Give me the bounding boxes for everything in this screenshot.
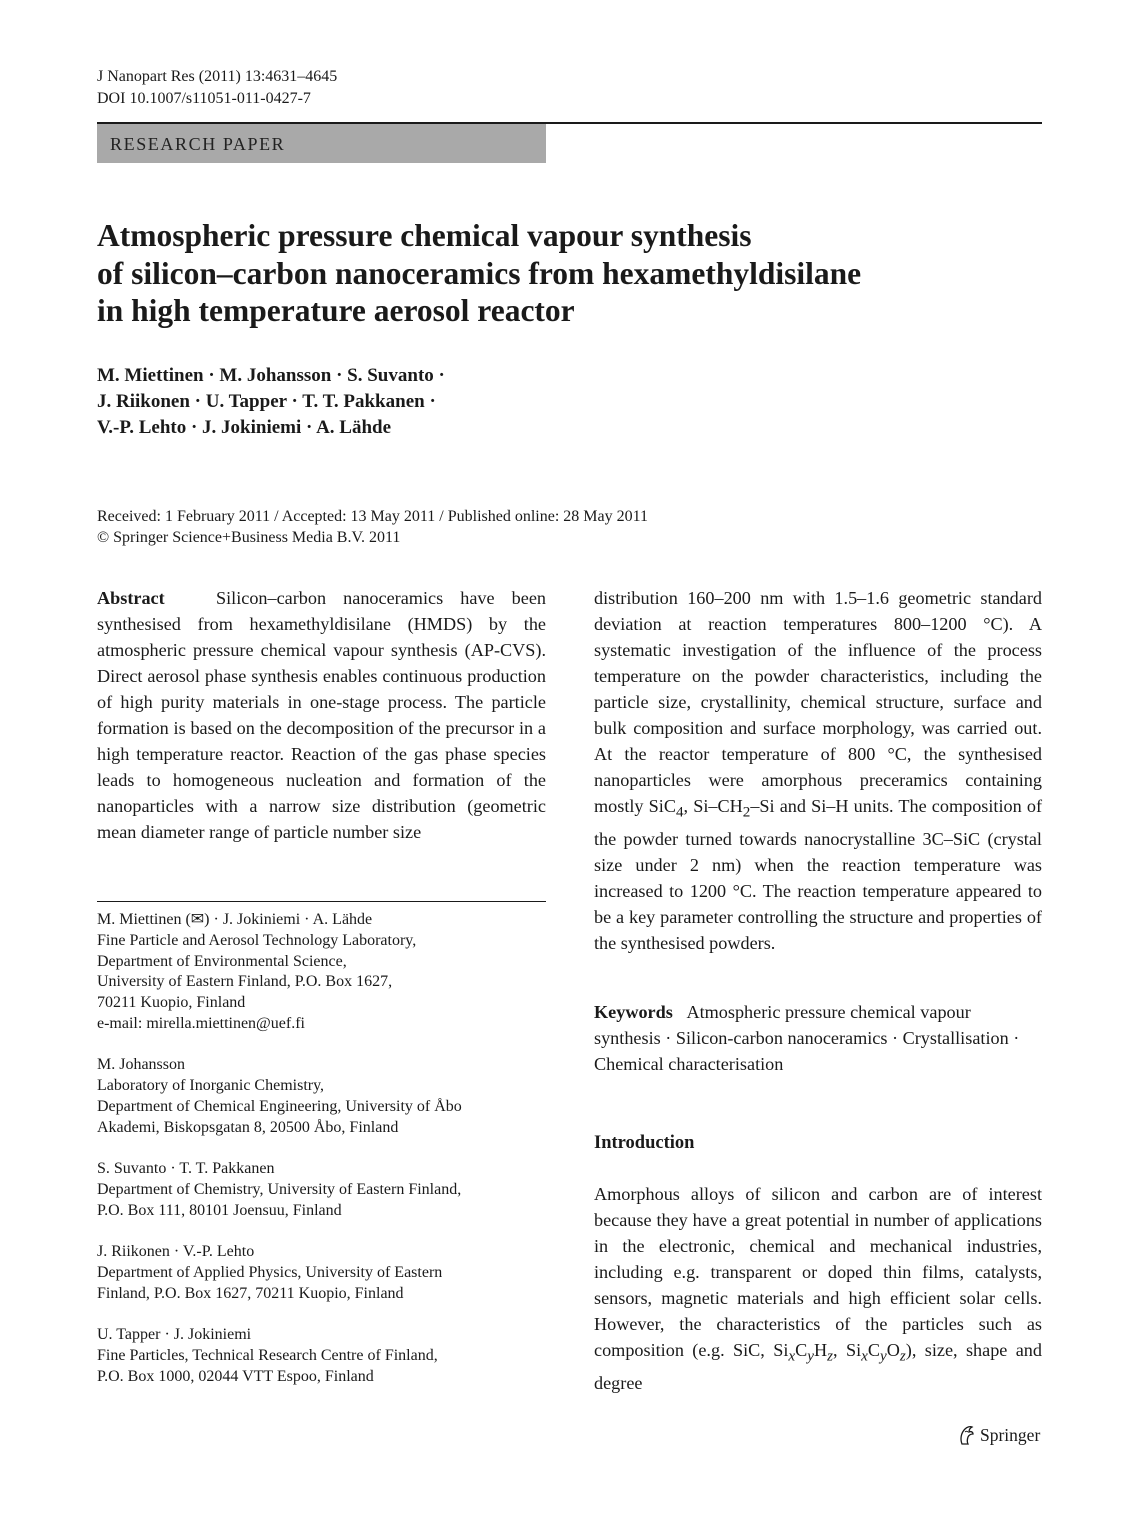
keywords-text: Atmospheric pressure chemical vapour synthesis · Silicon-carbon nanoceramics · Crystallisation · Chemical characterisation (594, 1002, 1020, 1074)
subscript: x (788, 1347, 796, 1365)
affiliation-line: Finland, P.O. Box 1627, 70211 Kuopio, Finland (97, 1284, 404, 1302)
affiliations (97, 910, 546, 1408)
affiliation-names: M. Johansson (97, 1056, 186, 1074)
formula-part: H (813, 1340, 828, 1360)
affiliation-names: M. Miettinen (✉) · J. Jokiniemi · A. Lähde (97, 911, 373, 928)
subscript: z (899, 1347, 906, 1365)
affiliation-line: Department of Environmental Science, (97, 952, 347, 970)
author-list (97, 363, 797, 441)
keywords-label: Keywords (594, 1002, 673, 1022)
affiliation-line: Akademi, Biskopsgatan 8, 20500 Åbo, Finland (97, 1118, 399, 1136)
affiliation-line: Fine Particles, Technical Research Centre of Finland, (97, 1346, 438, 1364)
subscript: y (807, 1347, 814, 1365)
affiliation-line: University of Eastern Finland, P.O. Box 1627, (97, 973, 393, 991)
affiliation-line: P.O. Box 111, 80101 Joensuu, Finland (97, 1201, 342, 1219)
title-line: in high temperature aerosol reactor (97, 293, 575, 328)
abstract-text-continued: distribution 160–200 nm with 1.5–1.6 geometric standard deviation at reaction temperatures 800–1200 °C). A systematic investigation of the influence of the process temperature on the powder characteristics, including the particle size, crystallinity, chemical structure, surface and bulk composition and surface morphology, was carried out. At the reactor temperature of 800 °C, the synthesised nanoparticles were amorphous preceramics containing mostly SiC (594, 588, 1042, 816)
subscript: y (880, 1347, 887, 1365)
affiliation-line: e-mail: mirella.miettinen@uef.fi (97, 1014, 305, 1032)
doi: DOI 10.1007/s11051-011-0427-7 (97, 90, 311, 107)
intro-text: ), size, shape and degree (594, 1340, 1042, 1393)
abstract-right (594, 585, 1042, 956)
affiliation-names: J. Riikonen · V.-P. Lehto (97, 1243, 255, 1261)
abstract-text-continued: –Si and Si–H units. The composition of the powder turned towards nanocrystalline 3C–SiC (crystal size under 2 nm) when the reaction temperature was increased to 1200 °C. The reaction temperature appeared to be a key parameter controlling the structure and properties of the synthesised powders. (594, 796, 1042, 953)
affiliation-block (97, 910, 546, 1035)
abstract-left (97, 585, 546, 845)
title-line: of silicon–carbon nanoceramics from hexamethyldisilane (97, 255, 862, 291)
affiliation-line: 70211 Kuopio, Finland (97, 994, 246, 1012)
abstract-text-continued: , Si–CH (683, 796, 743, 816)
subscript: x (861, 1347, 868, 1365)
paper-title (97, 217, 997, 330)
affiliation-line: Department of Chemistry, University of Eastern Finland, (97, 1180, 462, 1198)
affiliation-line: Fine Particle and Aerosol Technology Laboratory, (97, 931, 417, 949)
keywords (594, 999, 1042, 1077)
formula-part: C (795, 1340, 808, 1360)
intro-text: Amorphous alloys of silicon and carbon are of interest because they have a great potential in number of applications in the electronic, chemical and mechanical industries, including e.g. transparent or doped thin films, catalysts, sensors, magnetic materials and high efficient solar cells. However, the characteristics of the particles such as composition (e.g. SiC, Si (594, 1184, 1042, 1360)
affiliation-line: P.O. Box 1000, 02044 VTT Espoo, Finland (97, 1367, 374, 1385)
springer-horse-icon (956, 1424, 976, 1446)
affiliation-block (97, 1242, 546, 1304)
introduction-heading: Introduction (594, 1133, 695, 1153)
author-line: J. Riikonen · U. Tapper · T. T. Pakkanen · (97, 391, 436, 412)
history-dates: Received: 1 February 2011 / Accepted: 13 May 2011 / Published online: 28 May 2011 (97, 508, 649, 525)
subscript: 4 (675, 803, 684, 821)
publisher-name: Springer (980, 1425, 1041, 1445)
affiliation-rule (97, 901, 546, 902)
journal-header (97, 66, 337, 110)
author-line: M. Miettinen · M. Johansson · S. Suvanto · (97, 365, 445, 386)
introduction-text (594, 1181, 1042, 1396)
affiliation-line: Department of Chemical Engineering, University of Åbo (97, 1097, 462, 1115)
affiliation-line: Department of Applied Physics, University of Eastern (97, 1263, 443, 1281)
abstract-label: Abstract (97, 588, 165, 608)
affiliation-names: U. Tapper · J. Jokiniemi (97, 1326, 252, 1344)
title-line: Atmospheric pressure chemical vapour synthesis (97, 218, 752, 253)
formula-part: C (867, 1340, 880, 1360)
formula-part: O (886, 1340, 900, 1360)
affiliation-line: Laboratory of Inorganic Chemistry, (97, 1077, 325, 1095)
section-label: RESEARCH PAPER (110, 134, 286, 154)
publication-history (97, 506, 997, 548)
affiliation-block (97, 1159, 546, 1221)
publisher-logo (956, 1424, 1040, 1446)
copyright: © Springer Science+Business Media B.V. 2011 (97, 529, 401, 546)
subscript: z (827, 1347, 834, 1365)
journal-citation: J Nanopart Res (2011) 13:4631–4645 (97, 68, 338, 85)
affiliation-block (97, 1055, 546, 1138)
affiliation-block (97, 1325, 546, 1387)
formula-part: , Si (833, 1340, 862, 1360)
author-line: V.-P. Lehto · J. Jokiniemi · A. Lähde (97, 417, 392, 438)
affiliation-names: S. Suvanto · T. T. Pakkanen (97, 1160, 275, 1178)
abstract-text: Silicon–carbon nanoceramics have been synthesised from hexamethyldisilane (HMDS) by the atmospheric pressure chemical vapour synthesis (AP-CVS). Direct aerosol phase synthesis enables continuous production of high purity materials in one-stage process. The particle formation is based on the decomposition of the precursor in a high temperature reactor. Reaction of the gas phase species leads to homogeneous nucleation and formation of the nanoparticles with a narrow size distribution (geometric mean diameter range of particle number size (97, 588, 546, 842)
subscript: 2 (742, 803, 751, 821)
